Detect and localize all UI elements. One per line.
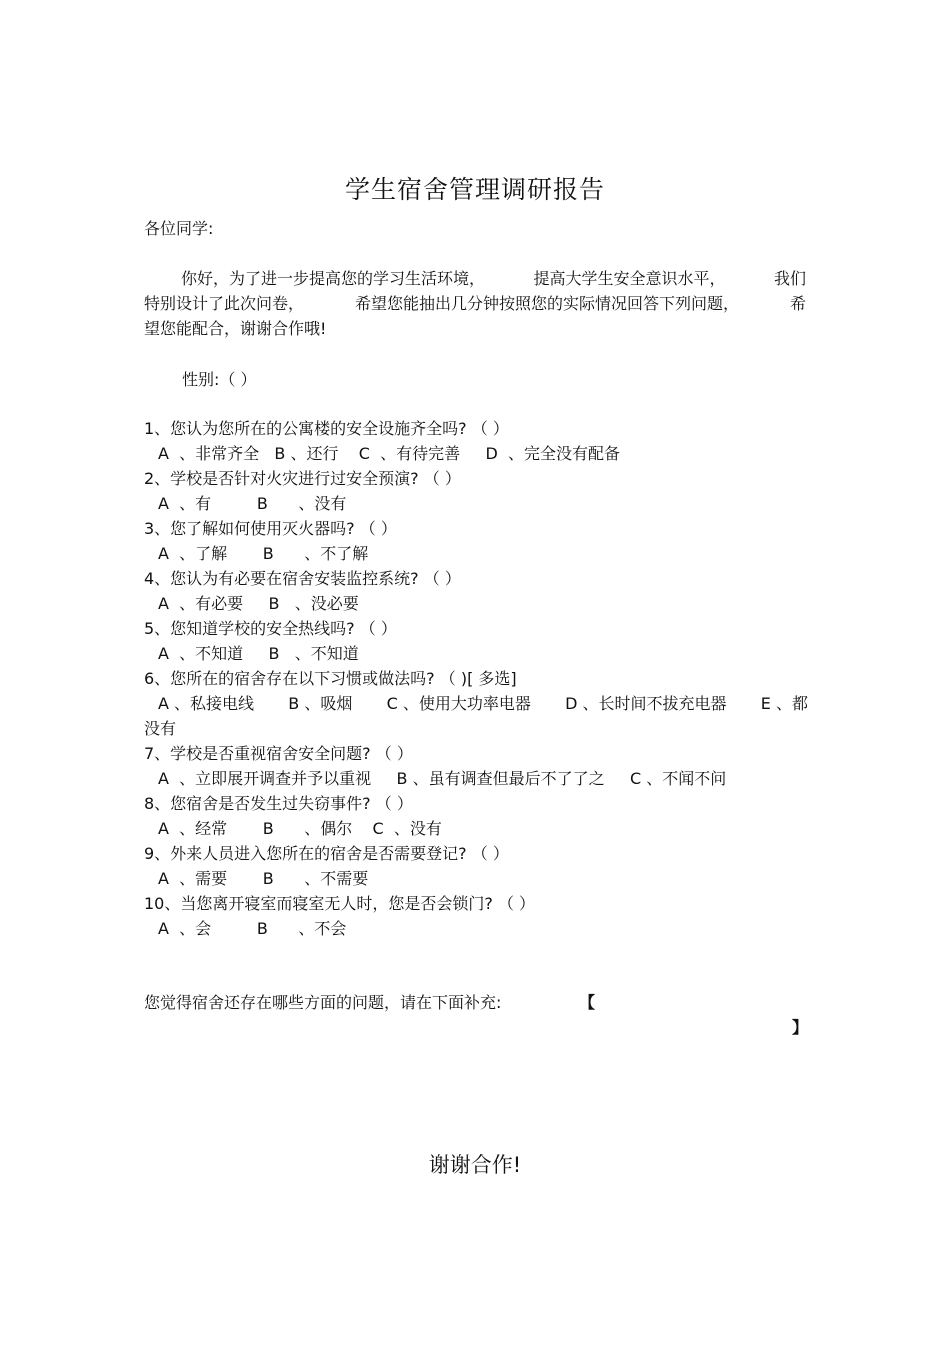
question-1: 1、您认为您所在的公寓楼的安全设施齐全吗? （ ）: [144, 419, 509, 438]
question-2-options: A 、有 B 、没有: [158, 494, 347, 513]
supplement-prompt: 您觉得宿舍还存在哪些方面的问题，请在下面补充:: [144, 993, 502, 1012]
supplement-bracket-open: 【: [579, 993, 596, 1012]
question-3: 3、您了解如何使用灭火器吗? （ ）: [144, 519, 397, 538]
question-6: 6、您所在的宿舍存在以下习惯或做法吗? （ )[ 多选]: [144, 669, 517, 688]
intro-line: 望您能配合，谢谢合作哦!: [144, 319, 327, 338]
greeting: 各位同学:: [144, 219, 214, 238]
supplement-bracket-close: 】: [792, 1018, 809, 1037]
question-1-options: A 、非常齐全 B 、还行 C 、有待完善 D 、完全没有配备: [158, 444, 621, 463]
question-list: [144, 416, 808, 941]
question-10-options: A 、会 B 、不会: [158, 919, 347, 938]
question-3-options: A 、了解 B 、不了解: [158, 544, 369, 563]
question-2: 2、学校是否针对火灾进行过安全预演? （ ）: [144, 469, 461, 488]
intro-paragraph: [144, 266, 806, 341]
question-6-options-continued: 没有: [144, 719, 177, 738]
question-10: 10、当您离开寝室而寝室无人时，您是否会锁门? （ ）: [144, 894, 536, 913]
page-title: 学生宿舍管理调研报告: [344, 175, 605, 204]
question-6-options: A 、私接电线 B 、吸烟 C 、使用大功率电器 D 、长时间不拔充电器 E 、都: [158, 694, 808, 713]
question-8-options: A 、经常 B 、偶尔 C 、没有: [158, 819, 442, 838]
question-4-options: A 、有必要 B 、没必要: [158, 594, 359, 613]
question-7-options: A 、立即展开调查并予以重视 B 、虽有调查但最后不了了之 C 、不闻不问: [158, 769, 727, 788]
closing-thanks: 谢谢合作!: [428, 1153, 522, 1177]
question-4: 4、您认为有必要在宿舍安装监控系统? （ ）: [144, 569, 461, 588]
question-5: 5、您知道学校的安全热线吗? （ ）: [144, 619, 397, 638]
question-7: 7、学校是否重视宿舍安全问题? （ ）: [144, 744, 413, 763]
intro-line: 特别设计了此次问卷， 希望您能抽出几分钟按照您的实际情况回答下列问题， 希: [144, 294, 806, 313]
question-9-options: A 、需要 B 、不需要: [158, 869, 369, 888]
question-9: 9、外来人员进入您所在的宿舍是否需要登记? （ ）: [144, 844, 509, 863]
gender-field: 性别:（ ）: [182, 370, 257, 389]
question-8: 8、您宿舍是否发生过失窃事件? （ ）: [144, 794, 413, 813]
intro-line: 你好，为了进一步提高您的学习生活环境， 提高大学生安全意识水平， 我们: [181, 269, 806, 288]
question-5-options: A 、不知道 B 、不知道: [158, 644, 359, 663]
